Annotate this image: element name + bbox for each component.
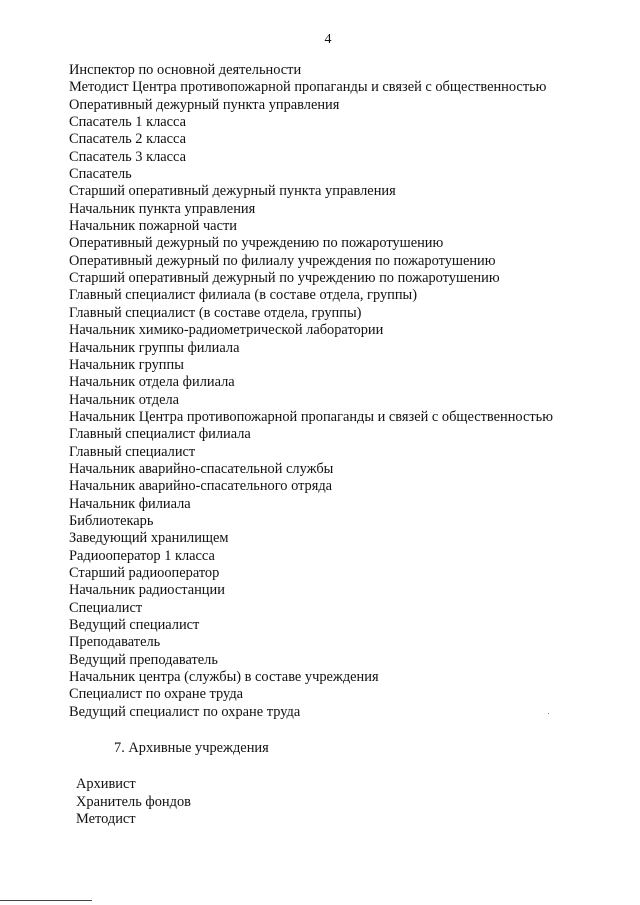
list-item: Специалист: [69, 599, 143, 616]
positions-list: [69, 62, 553, 721]
list-item: Начальник группы: [69, 356, 184, 373]
list-item: Начальник группы филиала: [69, 339, 240, 356]
list-item: Заведующий хранилищем: [69, 530, 229, 547]
list-item: Библиотекарь: [69, 512, 154, 529]
list-item: Методист: [76, 811, 136, 827]
bottom-rule: [0, 900, 92, 901]
section-heading: 7. Архивные учреждения: [114, 740, 269, 756]
list-item: Спасатель: [69, 166, 132, 183]
list-item: Оперативный дежурный по филиалу учреждения по пожаротушению: [69, 252, 496, 269]
list-item: Главный специалист (в составе отдела, группы): [69, 304, 362, 321]
page-number: 4: [324, 32, 332, 47]
archive-positions-list: [76, 776, 191, 829]
list-item: Главный специалист: [69, 443, 196, 460]
list-item: Старший оперативный дежурный по учреждению по пожаротушению: [69, 270, 500, 287]
list-item: Старший оперативный дежурный пункта управления: [69, 183, 396, 200]
list-item: Начальник Центра противопожарной пропаганды и связей с общественностью: [69, 408, 553, 425]
list-item: Начальник пожарной части: [69, 218, 237, 235]
list-item: Спасатель 3 класса: [69, 148, 186, 165]
list-item: Главный специалист филиала (в составе отдела, группы): [69, 287, 418, 304]
list-item: Начальник химико-радиометрической лаборатории: [69, 322, 384, 339]
list-item: Начальник аварийно-спасательного отряда: [69, 478, 333, 495]
list-item: Начальник радиостанции: [69, 582, 225, 599]
list-item: Начальник центра (службы) в составе учреждения: [69, 669, 379, 686]
list-item: Радиооператор 1 класса: [69, 547, 215, 564]
list-item: Оперативный дежурный пункта управления: [69, 96, 340, 113]
list-item: Начальник отдела филиала: [69, 374, 235, 391]
list-item: Методист Центра противопожарной пропаганды и связей с общественностью: [69, 79, 547, 96]
list-item: Оперативный дежурный по учреждению по пожаротушению: [69, 235, 444, 252]
list-item: Преподаватель: [69, 634, 161, 651]
list-item: Ведущий специалист: [69, 617, 200, 633]
list-item: Старший радиооператор: [69, 564, 220, 581]
list-item: Начальник филиала: [69, 495, 191, 512]
list-item: Начальник отдела: [69, 391, 180, 408]
list-item: Спасатель 2 класса: [69, 131, 186, 148]
list-item: Ведущий преподаватель: [69, 651, 218, 668]
list-item: Спасатель 1 класса: [69, 114, 186, 131]
list-item: Начальник аварийно-спасательной службы: [69, 460, 334, 477]
list-item: Начальник пункта управления: [69, 200, 256, 217]
list-item: Архивист: [76, 776, 136, 792]
list-item: Хранитель фондов: [76, 793, 191, 810]
list-item: Инспектор по основной деятельности: [69, 62, 302, 78]
list-item: Специалист по охране труда: [69, 686, 244, 703]
list-item: Ведущий специалист по охране труда: [69, 703, 301, 720]
scan-speck: [548, 713, 549, 714]
list-item: Главный специалист филиала: [69, 426, 251, 443]
